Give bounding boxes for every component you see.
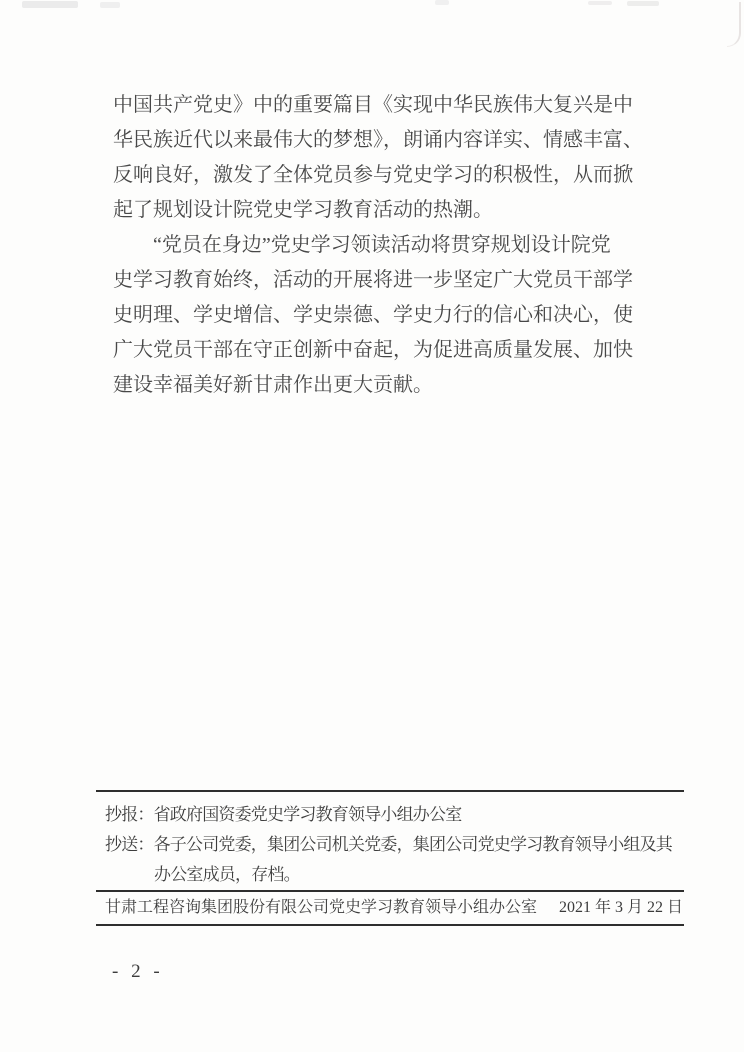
issue-date: 2021 年 3 月 22 日 [558,899,683,916]
copy-send-label: 抄送： [105,835,154,854]
page-number: - 2 - [112,961,164,982]
copy-send-value-line2: 办公室成员，存档。 [154,865,300,884]
copy-report-row [96,800,684,830]
scan-artifact [22,1,78,8]
body-text-line: 建设幸福美好新甘肃作出更大贡献。 [113,374,433,396]
copy-send-value-line1: 各子公司党委，集团公司机关党委，集团公司党史学习教育领导小组及其 [153,835,673,854]
separator-line-top [96,790,684,792]
copy-send-row [96,830,684,860]
document-body [113,88,643,403]
body-text-line: 史明理、学史增信、学史崇德、学史力行的信心和决心，使 [113,304,633,326]
scan-artifact [100,2,120,8]
copy-send-continuation-row [96,860,684,890]
scan-artifact [627,1,659,6]
issuing-office-name: 甘肃工程咨询集团股份有限公司党史学习教育领导小组办公室 [105,899,538,916]
body-text-line: “党员在身边”党史学习领读活动将贯穿规划设计院党 [153,234,611,256]
scan-artifact [588,1,612,5]
body-text-line: 广大党员干部在守正创新中奋起，为促进高质量发展、加快 [113,339,633,361]
body-text-line: 起了规划设计院党史学习教育活动的热潮。 [113,199,493,221]
page-corner-scan-mark [727,2,741,47]
body-text-line: 中国共产党史》中的重要篇目《实现中华民族伟大复兴是中 [113,94,633,116]
copy-report-value: 省政府国资委党史学习教育领导小组办公室 [153,805,462,824]
paragraph [113,228,637,403]
body-text-line: 史学习教育始终，活动的开展将进一步坚定广大党员干部学 [113,269,633,291]
issuing-office-row [96,892,684,924]
body-text-line: 华民族近代以来最伟大的梦想》，朗诵内容详实、情感丰富、 [113,129,643,151]
document-footer [96,790,684,926]
scan-artifact [435,0,449,5]
paragraph-continued [113,88,643,228]
body-text-line: 反响良好，激发了全体党员参与党史学习的积极性，从而掀 [113,164,633,186]
separator-line-bottom [96,924,684,926]
copy-report-label: 抄报： [105,805,154,824]
